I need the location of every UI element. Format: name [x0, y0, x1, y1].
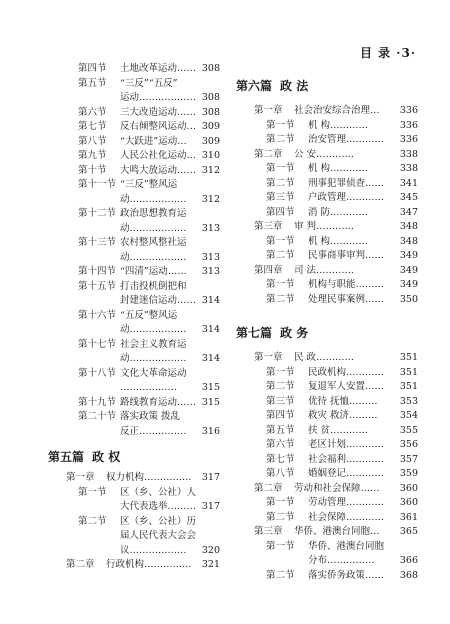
page-number: 368: [399, 569, 418, 581]
entry-number: 第二节: [266, 293, 295, 305]
entry-title: 落实政策 拨乱: [120, 411, 181, 422]
page-number: 308: [201, 106, 220, 118]
page-number: 353: [399, 395, 418, 407]
page-number: 314: [201, 295, 220, 306]
section-entry: [236, 278, 418, 293]
chapter-entry: [236, 351, 418, 366]
entry-title: 土地改革运动……: [120, 63, 197, 74]
entry-number: 第二节: [266, 177, 295, 189]
entry-number: 第八节: [78, 135, 107, 147]
entry-continuation: [48, 381, 220, 396]
entry-number: 第二章: [66, 559, 95, 570]
section-entry: [236, 191, 418, 206]
section-entry: [236, 395, 418, 410]
chapter-entry: [236, 264, 418, 279]
entry-title: 动………………: [120, 222, 187, 234]
page-number: 312: [201, 193, 220, 205]
page-number: 341: [399, 177, 418, 189]
part-heading: [236, 323, 418, 343]
section-entry: [236, 453, 418, 468]
entry-number: 第三章: [254, 221, 283, 232]
entry-title: “三反”“五反”: [120, 77, 178, 89]
entry-title: 农村整风整社运: [120, 237, 187, 248]
entry-title: 民事商事审判……: [308, 250, 385, 261]
section-entry: [236, 569, 418, 584]
entry-continuation: [48, 500, 220, 515]
entry-continuation: [48, 294, 220, 309]
section-entry: [48, 149, 220, 164]
chapter-entry: [48, 471, 220, 486]
entry-title: 治安管理…………: [308, 134, 385, 145]
page-number: 313: [201, 222, 220, 234]
entry-title: 华侨、港澳台同胞: [308, 540, 385, 552]
entry-title: 刑事犯罪侦查……: [308, 177, 385, 189]
entry-number: 第五节: [266, 424, 295, 436]
chapter-entry: [236, 525, 418, 540]
entry-number: 第五节: [78, 77, 107, 89]
entry-title: 动………………: [120, 353, 187, 364]
page-number: 336: [399, 105, 418, 116]
page-number: 310: [201, 150, 220, 161]
section-entry: [236, 206, 418, 221]
entry-title: 区（乡、公社）历: [120, 515, 197, 527]
entry-continuation: [48, 323, 220, 338]
entry-title: 司 法…………: [294, 264, 355, 276]
entry-number: 第十四节: [78, 266, 117, 277]
entry-title: 区（乡、公社）人: [120, 486, 197, 498]
entry-title: 机 构…………: [308, 163, 369, 174]
entry-title: 救灾 救济………: [308, 410, 378, 421]
entry-number: 第十三节: [78, 237, 117, 248]
entry-title: 处理民事案例……: [308, 293, 385, 305]
entry-title: 民政机构…………: [308, 366, 385, 378]
part-number: 第七篇: [236, 326, 273, 340]
entry-number: 第三节: [266, 395, 295, 407]
entry-number: 第一节: [78, 486, 107, 498]
entry-number: 第一节: [266, 235, 295, 247]
entry-number: 第十节: [78, 164, 107, 176]
page-number: 361: [399, 511, 418, 523]
entry-number: 第三章: [254, 526, 283, 537]
spacer: [236, 315, 418, 323]
entry-title: 文化大革命运动: [120, 367, 187, 379]
section-entry: [236, 293, 418, 308]
entry-title: 三大改造运动……: [120, 106, 197, 118]
section-entry: [236, 511, 418, 526]
page-number: 312: [201, 164, 220, 176]
entry-number: 第二节: [266, 569, 295, 581]
section-entry: [48, 236, 220, 251]
entry-number: 第一章: [254, 105, 283, 116]
section-entry: [48, 396, 220, 411]
page-number: 316: [201, 425, 220, 437]
page-number: 348: [399, 235, 418, 247]
entry-number: 第六节: [78, 106, 107, 118]
section-entry: [236, 133, 418, 148]
entry-number: 第二节: [266, 134, 295, 145]
entry-title: 行政机构……………: [106, 559, 192, 570]
entry-continuation: [48, 544, 220, 559]
entry-title: “五反”整风运: [120, 309, 178, 321]
entry-number: 第一章: [66, 472, 95, 483]
entry-number: 第十五节: [78, 280, 117, 292]
entry-number: 第二节: [266, 381, 295, 392]
section-entry: [236, 249, 418, 264]
entry-number: 第二章: [254, 482, 283, 494]
entry-number: 第二节: [266, 250, 295, 261]
entry-title: 民 政…………: [294, 352, 355, 363]
entry-number: 第二章: [254, 148, 283, 160]
entry-title: 反右倾整风运动…: [120, 121, 197, 132]
entry-title: 扶 贫…………: [308, 424, 369, 436]
entry-continuation: [48, 251, 220, 266]
entry-number: 第十六节: [78, 309, 117, 321]
entry-title: 大鸣大放运动……: [120, 164, 197, 176]
chapter-entry: [236, 482, 418, 497]
section-entry: [48, 120, 220, 135]
section-entry: [48, 207, 220, 222]
entry-number: 第十一节: [78, 179, 117, 190]
entry-number: 第四节: [78, 63, 107, 74]
page-number: 309: [201, 135, 220, 147]
page-number: 315: [201, 396, 220, 408]
page-number: 347: [399, 206, 418, 218]
section-entry: [48, 77, 220, 92]
entry-number: 第四章: [254, 264, 283, 276]
entry-continuation: [48, 352, 220, 367]
entry-title: 议………………: [120, 544, 187, 556]
page-number: 320: [201, 544, 220, 556]
chapter-entry: [236, 104, 418, 119]
section-entry: [236, 366, 418, 381]
page-number: 313: [201, 251, 220, 263]
page-number: 317: [201, 501, 220, 512]
entry-title: 人民公社化运动…: [120, 150, 197, 161]
page-number: 360: [399, 497, 418, 508]
entry-number: 第十二节: [78, 208, 117, 219]
part-number: 第五篇: [48, 450, 85, 464]
page-number: 349: [399, 250, 418, 261]
section-entry: [48, 410, 220, 425]
page-number: 366: [399, 555, 418, 566]
section-entry: [236, 177, 418, 192]
entry-title: 审 判…………: [294, 221, 355, 232]
entry-number: 第二节: [78, 515, 107, 527]
page-number: 321: [201, 559, 220, 570]
section-entry: [236, 438, 418, 453]
entry-continuation: [48, 222, 220, 237]
toc-right-column: [236, 76, 418, 583]
section-entry: [48, 515, 220, 530]
page-header: 目 录 ·3·: [359, 46, 416, 60]
entry-number: 第一节: [266, 119, 295, 131]
section-entry: [48, 164, 220, 179]
page-number: 308: [201, 63, 220, 74]
entry-title: 机 构…………: [308, 235, 369, 247]
section-entry: [236, 409, 418, 424]
entry-title: 公 安…………: [294, 148, 355, 160]
section-entry: [48, 178, 220, 193]
entry-number: 第一节: [266, 366, 295, 378]
page-number: 356: [399, 439, 418, 450]
section-entry: [236, 380, 418, 395]
entry-number: 第十七节: [78, 338, 117, 350]
part-heading: [236, 76, 418, 96]
part-title: 政 务: [280, 326, 309, 340]
section-entry: [236, 467, 418, 482]
page-number: 351: [399, 366, 418, 378]
entry-continuation: [48, 91, 220, 106]
entry-number: 第十八节: [78, 367, 117, 379]
entry-number: 第十九节: [78, 396, 117, 408]
section-entry: [236, 119, 418, 134]
page-number: 317: [201, 472, 220, 483]
section-entry: [48, 338, 220, 353]
entry-title: 机 构…………: [308, 119, 369, 131]
entry-title: 优待 抚恤………: [308, 395, 378, 407]
entry-title: 动………………: [120, 324, 187, 335]
section-entry: [48, 265, 220, 280]
entry-title: 消 防…………: [308, 206, 369, 218]
section-entry: [236, 496, 418, 511]
entry-number: 第四节: [266, 410, 295, 421]
entry-number: 第一节: [266, 540, 295, 552]
entry-title: 落实侨务政策……: [308, 569, 385, 581]
entry-title: 机构与职能………: [308, 279, 385, 290]
page-number: 345: [399, 192, 418, 203]
page-number: 315: [201, 382, 220, 393]
part-title: 政 法: [280, 79, 309, 93]
page-number: 308: [201, 92, 220, 103]
page-number: 314: [201, 324, 220, 335]
entry-title: 大代表选举………: [120, 501, 197, 512]
entry-title: 分布……………: [308, 555, 375, 566]
entry-title: 社会主义教育运: [120, 338, 187, 350]
entry-title: 运动………………: [120, 92, 197, 103]
entry-title: 政治思想教育运: [120, 208, 187, 219]
part-number: 第六篇: [236, 79, 273, 93]
entry-title: 反正……………: [120, 425, 187, 437]
section-entry: [236, 235, 418, 250]
entry-continuation: [48, 529, 220, 544]
chapter-entry: [236, 148, 418, 163]
entry-title: 复退军人安置……: [308, 381, 385, 392]
entry-title: 婚姻登记…………: [308, 468, 385, 479]
page-number: 365: [399, 526, 418, 537]
page-number: 357: [399, 453, 418, 465]
section-entry: [236, 424, 418, 439]
part-title: 政 权: [92, 450, 121, 464]
section-entry: [236, 540, 418, 555]
page-number: 351: [399, 381, 418, 392]
entry-number: 第二十节: [78, 411, 117, 422]
entry-title: 华侨、港澳台同胞…: [294, 526, 380, 537]
spacer: [236, 343, 418, 351]
spacer: [236, 96, 418, 104]
entry-number: 第一章: [254, 352, 283, 363]
entry-number: 第四节: [266, 206, 295, 218]
section-entry: [48, 280, 220, 295]
spacer: [236, 307, 418, 315]
section-entry: [48, 135, 220, 150]
entry-number: 第一节: [266, 497, 295, 508]
page-number: 351: [399, 352, 418, 363]
entry-title: 户政管理…………: [308, 192, 385, 203]
entry-continuation: [48, 193, 220, 208]
entry-title: 老区计划…………: [308, 439, 385, 450]
page-number: 309: [201, 121, 220, 132]
page-number: 350: [399, 293, 418, 305]
entry-title: 权力机构……………: [106, 472, 192, 483]
entry-title: 路线教育运动……: [120, 396, 197, 408]
spacer: [48, 439, 220, 447]
section-entry: [48, 62, 220, 77]
page-number: 314: [201, 353, 220, 364]
entry-title: 社会保障…………: [308, 511, 385, 523]
entry-title: 劳动管理…………: [308, 497, 385, 508]
part-heading: [48, 447, 220, 467]
entry-number: 第九节: [78, 150, 107, 161]
entry-title: 动………………: [120, 193, 187, 205]
page-number: 360: [399, 482, 418, 494]
page-number: 354: [399, 410, 418, 421]
section-entry: [48, 106, 220, 121]
toc-left-column: [48, 62, 220, 573]
entry-number: 第七节: [78, 121, 107, 132]
entry-number: 第一节: [266, 163, 295, 174]
entry-title: “大跃进”运动…: [120, 135, 187, 147]
entry-number: 第一节: [266, 279, 295, 290]
entry-number: 第八节: [266, 468, 295, 479]
page-number: 359: [399, 468, 418, 479]
page-number: 338: [399, 148, 418, 160]
page-number: 336: [399, 119, 418, 131]
page-number: 349: [399, 279, 418, 290]
page-number: 355: [399, 424, 418, 436]
entry-title: “四清”运动……: [120, 266, 187, 277]
page-number: 313: [201, 266, 220, 277]
entry-title: 打击投机倒把和: [120, 280, 187, 292]
entry-continuation: [236, 554, 418, 569]
entry-continuation: [48, 425, 220, 440]
entry-title: “三反”整风运: [120, 179, 178, 190]
page-number: 348: [399, 221, 418, 232]
entry-title: 社会治安综合治理…: [294, 105, 380, 116]
entry-title: 封建迷信运动……: [120, 295, 197, 306]
page-number: 336: [399, 134, 418, 145]
section-entry: [48, 309, 220, 324]
entry-title: 劳动和社会保障……: [294, 482, 380, 494]
entry-title: 社会福利…………: [308, 453, 385, 465]
entry-number: 第三节: [266, 192, 295, 203]
page-number: 349: [399, 264, 418, 276]
entry-number: 第七节: [266, 453, 295, 465]
entry-title: 届人民代表大会会: [120, 530, 197, 541]
chapter-entry: [236, 220, 418, 235]
section-entry: [48, 367, 220, 382]
page-number: 338: [399, 163, 418, 174]
entry-title: 动………………: [120, 251, 187, 263]
entry-number: 第二节: [266, 511, 295, 523]
entry-number: 第六节: [266, 439, 295, 450]
section-entry: [48, 486, 220, 501]
section-entry: [236, 162, 418, 177]
chapter-entry: [48, 558, 220, 573]
entry-title: ………………: [120, 382, 177, 393]
